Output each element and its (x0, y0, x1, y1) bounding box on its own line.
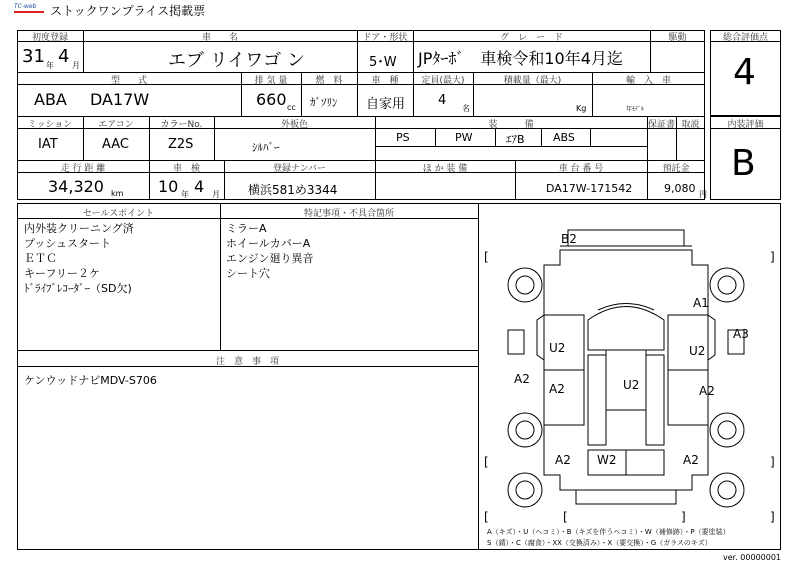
logo: TC-web (14, 3, 37, 10)
damage-mark: U2 (623, 378, 640, 392)
label-import: 輸 入 車 (625, 76, 671, 86)
bracket: [ (484, 250, 489, 264)
mileage: 34,320 (48, 177, 104, 196)
label-plate: 登録ナンバー (273, 164, 326, 174)
label-cautions: 注 意 事 項 (215, 357, 279, 367)
interior-score: B (731, 143, 756, 184)
equip-abs: ABS (553, 131, 575, 144)
chassis-number: DA17W-171542 (546, 182, 633, 195)
label-overall: 総合評価点 (722, 33, 768, 43)
damage-mark: A2 (549, 382, 565, 396)
first-reg-year: 31 (22, 46, 45, 67)
notes-item: ミラーA (226, 222, 267, 235)
sales-point-item: 内外装クリーニング済 (24, 222, 134, 235)
yen-unit: 円 (699, 190, 707, 199)
car-damage-diagram (480, 205, 778, 530)
label-notes: 特記事項・不具合箇所 (303, 209, 394, 219)
insp-year: 10 (158, 177, 179, 196)
damage-mark: A3 (733, 327, 749, 341)
load-unit: Kg (576, 104, 587, 113)
import-unit: 年ﾓﾃﾞﾙ (626, 106, 645, 113)
exterior-color: ｼﾙﾊﾞｰ (252, 141, 280, 154)
label-drive: 駆動 (668, 33, 687, 43)
label-fuel: 燃 料 (315, 76, 343, 86)
label-load: 積載量（最大) (503, 76, 562, 86)
label-manual: 取説 (681, 120, 700, 130)
model: DA17W (90, 90, 150, 109)
label-door: ドア・形状 (362, 33, 408, 43)
bracket: ] (770, 250, 775, 264)
color-no: Z2S (168, 137, 194, 152)
label-other-equip: ほ か 装 備 (422, 164, 468, 174)
capacity-unit: 名 (462, 104, 470, 113)
label-mission: ミッション (27, 120, 73, 130)
plate-number: 横浜581め3344 (248, 183, 338, 197)
label-warranty: 保証書 (647, 120, 675, 130)
legend-line-1: A（キズ）・U（ヘコミ）・B（キズを伴うヘコミ）・W（補修跡）・P（要塗装） (487, 528, 730, 536)
label-aircon: エアコン (98, 120, 134, 130)
label-displacement: 排 気 量 (254, 76, 288, 86)
model-prefix: ABA (34, 90, 67, 109)
sales-point-item: キーフリー２ケ (24, 267, 101, 280)
bracket: [ (563, 510, 568, 524)
bracket: ] (770, 510, 775, 524)
damage-mark: A1 (693, 296, 709, 310)
bracket: ] (770, 455, 775, 469)
equip-pw: PW (455, 131, 473, 144)
year-unit: 年 (46, 61, 54, 70)
aircon: AAC (102, 137, 129, 152)
door-shape: 5･W (369, 55, 397, 70)
displacement: 660 (256, 90, 287, 109)
damage-mark: U2 (549, 341, 566, 355)
damage-mark: A2 (699, 384, 715, 398)
label-equipment: 装 備 (488, 120, 534, 130)
insp-year-unit: 年 (181, 190, 189, 199)
legend-line-2: S（錆）・C（腐食）・XX（交換済み）・X（要交換）・G（ガラスのキズ） (487, 539, 712, 547)
label-first-reg: 初度登録 (31, 33, 68, 43)
fuel: ｶﾞｿﾘﾝ (310, 96, 338, 109)
cc-unit: cc (287, 103, 296, 112)
overall-score: 4 (733, 52, 756, 93)
caution-item: ケンウッドナビMDV-S706 (24, 374, 157, 387)
bracket: [ (484, 455, 489, 469)
damage-mark: A2 (555, 453, 571, 467)
car-name: エブ リイワゴ ン (168, 50, 305, 71)
usage: 自家用 (366, 97, 406, 112)
logo-swoosh (14, 11, 44, 13)
notes-item: エンジン廻り異音 (226, 252, 314, 265)
label-mileage: 走 行 距 離 (60, 164, 106, 174)
equip-ps: PS (396, 131, 410, 144)
version-label: ver. 00000001 (723, 553, 782, 562)
first-reg-month: 4 (58, 46, 70, 67)
km-unit: km (111, 189, 124, 198)
label-car-name: 車 名 (201, 33, 238, 43)
sales-point-item: ＥＴＣ (24, 252, 57, 265)
page-title: ストックワンプライス掲載票 (50, 4, 206, 18)
label-color-no: カラーNo. (160, 120, 203, 130)
label-inspection: 車 検 (172, 164, 200, 174)
damage-mark: W2 (597, 453, 617, 467)
deposit-price: 9,080 (664, 182, 696, 195)
sales-point-item: プッシュスタート (24, 237, 112, 250)
damage-mark: A2 (683, 453, 699, 467)
insp-month: 4 (194, 177, 205, 196)
label-usage: 車 種 (371, 76, 399, 86)
bracket: ] (681, 510, 686, 524)
label-model: 型 式 (110, 76, 147, 86)
damage-mark: B2 (561, 232, 577, 246)
label-interior: 内装評価 (727, 120, 764, 130)
capacity: 4 (438, 93, 447, 108)
damage-mark: U2 (689, 344, 706, 358)
damage-mark: A2 (514, 372, 530, 386)
mission: IAT (38, 137, 58, 152)
notes-item: ホイールカバーA (226, 237, 311, 250)
label-exterior: 外板色 (280, 120, 308, 130)
grade: JPﾀｰﾎﾞ 車検令和10年4月迄 (418, 49, 623, 68)
insp-month-unit: 月 (212, 190, 220, 199)
equip-airbag: ｴｱB (506, 133, 525, 146)
label-sales-points: セールスポイント (82, 209, 155, 219)
notes-item: シート穴 (226, 267, 270, 280)
label-chassis: 車 台 番 号 (558, 164, 604, 174)
label-price: 預託金 (662, 164, 690, 174)
month-unit: 月 (72, 61, 80, 70)
label-grade: グ レ ー ド (499, 33, 563, 43)
sales-point-item: ﾄﾞﾗｲﾌﾞﾚｺｰﾀﾞｰ（SD欠) (24, 282, 132, 295)
label-capacity: 定員(最大) (421, 76, 465, 86)
bracket: [ (484, 510, 489, 524)
